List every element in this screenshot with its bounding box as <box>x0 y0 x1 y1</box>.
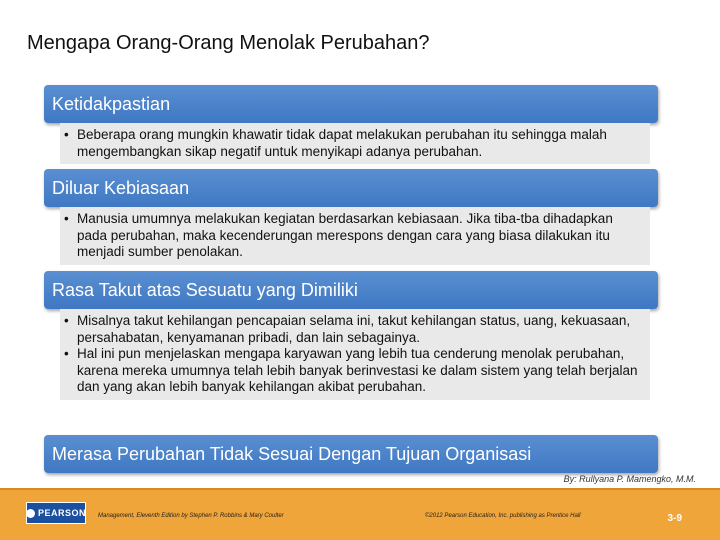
bullet-item: • Hal ini pun menjelaskan mengapa karyawan yang lebih tua cenderung menolak perubahan, karena mereka umumnya telah lebih banyak berinvestasi ke dalam sistem yang telah berjalan dan yang akan lebih banyak kehilangan akibat perubahan. <box>64 346 644 396</box>
bullet-item: • Manusia umumnya melakukan kegiatan berdasarkan kebiasaan. Jika tiba-tba dihadapkan pada perubahan, maka kecenderungan merespons dengan cara yang biasa dilakukan itu menjadi sumber penolakan. <box>64 211 644 261</box>
section-header-diluar-kebiasaan: Diluar Kebiasaan <box>44 169 658 207</box>
pearson-logo-icon <box>26 509 35 518</box>
section-header-rasa-takut: Rasa Takut atas Sesuatu yang Dimiliki <box>44 271 658 309</box>
section-bullets-ketidakpastian <box>60 123 650 164</box>
section-header-ketidakpastian: Ketidakpastian <box>44 85 658 123</box>
footer-divider <box>0 488 720 490</box>
footer-copyright: ©2012 Pearson Education, Inc. publishing as Prentice Hall <box>425 513 581 519</box>
page-number: 3-9 <box>667 513 682 524</box>
bullet-item: • Beberapa orang mungkin khawatir tidak dapat melakukan perubahan itu sehingga malah mengembangkan sikap negatif untuk menyikapi adanya perubahan. <box>64 127 644 160</box>
section-bullets-rasa-takut <box>60 309 650 400</box>
bullet-item: • Misalnya takut kehilangan pencapaian selama ini, takut kehilangan status, uang, kekuasaan, persahabatan, kenyamanan pribadi, dan lain sebagainya. <box>64 313 644 346</box>
footer-book-credit: Management, Eleventh Edition by Stephen P. Robbins & Mary Coulter <box>98 513 284 519</box>
author-byline: By: Rullyana P. Mamengko, M.M. <box>563 474 696 484</box>
section-bullets-diluar-kebiasaan <box>60 207 650 265</box>
slide-title: Mengapa Orang-Orang Menolak Perubahan? <box>27 32 430 54</box>
pearson-logo-text: PEARSON <box>38 508 87 518</box>
section-header-tujuan-organisasi: Merasa Perubahan Tidak Sesuai Dengan Tujuan Organisasi <box>44 435 658 473</box>
pearson-logo <box>26 502 86 524</box>
